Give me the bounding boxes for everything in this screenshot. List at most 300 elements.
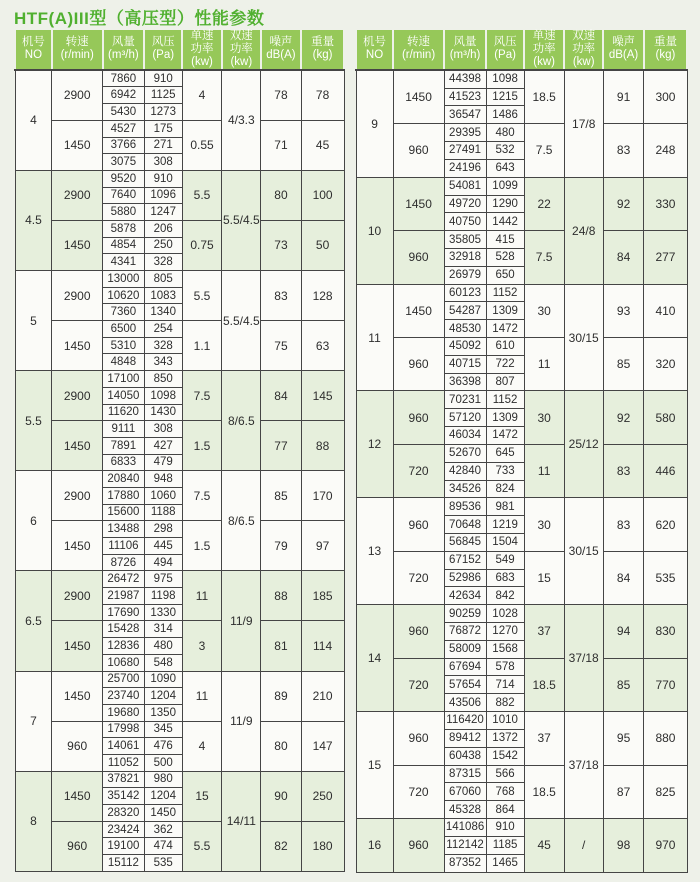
speed-cell: 960: [393, 818, 444, 872]
speed-cell: 2900: [52, 571, 103, 621]
weight-cell: 145: [301, 371, 344, 421]
air-volume-cell: 48530: [444, 320, 486, 338]
air-volume-cell: 29395: [444, 124, 486, 142]
speed-cell: 1450: [52, 120, 103, 170]
dual-power-cell: 30/15: [564, 284, 603, 391]
data-row: [15, 821, 344, 838]
air-pressure-cell: 650: [486, 266, 524, 284]
speed-cell: 2900: [52, 70, 103, 121]
col-header-no: 机号 NO: [356, 30, 393, 70]
air-volume-cell: 26472: [103, 571, 145, 588]
air-volume-cell: 40750: [444, 213, 486, 231]
data-row: [15, 421, 344, 438]
single-power-cell: 1.5: [182, 521, 222, 571]
noise-cell: 79: [261, 521, 301, 571]
data-row: [356, 551, 687, 569]
air-volume-cell: 40715: [444, 355, 486, 373]
air-pressure-cell: 566: [486, 765, 524, 783]
page-title: HTF(A)III型（高压型）性能参数: [14, 9, 265, 28]
col-header-single: 单速 功率 (kw): [182, 30, 222, 70]
noise-cell: 73: [261, 220, 301, 270]
speed-cell: 2900: [52, 170, 103, 220]
dual-power-cell: 4/3.3: [222, 70, 261, 171]
noise-cell: 85: [603, 658, 644, 711]
air-volume-cell: 49720: [444, 195, 486, 213]
air-pressure-cell: 981: [486, 498, 524, 516]
air-volume-cell: 25700: [103, 671, 145, 688]
air-volume-cell: 60438: [444, 747, 486, 765]
air-volume-cell: 52986: [444, 569, 486, 587]
dual-power-cell: 5.5/4.5: [222, 170, 261, 270]
air-pressure-cell: 500: [144, 754, 182, 771]
air-volume-cell: 36547: [444, 106, 486, 124]
air-pressure-cell: 1188: [144, 504, 182, 521]
air-pressure-cell: 733: [486, 462, 524, 480]
machine-no-cell: 5.5: [15, 371, 52, 471]
table-body: [356, 70, 687, 873]
weight-cell: 825: [644, 765, 687, 818]
air-pressure-cell: 254: [144, 321, 182, 338]
machine-no-cell: 8: [15, 771, 52, 871]
air-pressure-cell: 1465: [486, 854, 524, 872]
noise-cell: 71: [261, 120, 301, 170]
table-body: [15, 70, 344, 872]
data-row: [15, 70, 344, 87]
speed-cell: 960: [52, 721, 103, 771]
air-pressure-cell: 308: [144, 421, 182, 438]
data-row: [356, 712, 687, 730]
air-volume-cell: 12836: [103, 638, 145, 655]
air-volume-cell: 35805: [444, 231, 486, 249]
noise-cell: 75: [261, 321, 301, 371]
noise-cell: 84: [261, 371, 301, 421]
air-pressure-cell: 427: [144, 437, 182, 454]
weight-cell: 410: [644, 284, 687, 337]
dual-power-cell: 11/9: [222, 671, 261, 771]
air-volume-cell: 15112: [103, 855, 145, 872]
noise-cell: 82: [261, 821, 301, 871]
air-pressure-cell: 610: [486, 338, 524, 356]
air-pressure-cell: 1204: [144, 688, 182, 705]
single-power-cell: 18.5: [524, 658, 564, 711]
air-pressure-cell: 328: [144, 337, 182, 354]
data-row: [356, 391, 687, 409]
air-pressure-cell: 480: [486, 124, 524, 142]
noise-cell: 81: [261, 621, 301, 671]
data-row: [15, 521, 344, 538]
air-volume-cell: 43506: [444, 694, 486, 712]
air-pressure-cell: 683: [486, 569, 524, 587]
air-volume-cell: 10680: [103, 654, 145, 671]
data-row: [356, 284, 687, 302]
air-volume-cell: 4341: [103, 254, 145, 271]
single-power-cell: 45: [524, 818, 564, 872]
single-power-cell: 11: [182, 671, 222, 721]
dual-power-cell: 17/8: [564, 70, 603, 178]
air-pressure-cell: 474: [144, 838, 182, 855]
col-header-dual: 双速 功率 (kw): [564, 30, 603, 70]
noise-cell: 90: [261, 771, 301, 821]
dual-power-cell: 14/11: [222, 771, 261, 871]
air-volume-cell: 89536: [444, 498, 486, 516]
air-pressure-cell: 308: [144, 154, 182, 171]
air-pressure-cell: 1270: [486, 623, 524, 641]
air-pressure-cell: 343: [144, 354, 182, 371]
air-volume-cell: 7360: [103, 304, 145, 321]
air-volume-cell: 87352: [444, 854, 486, 872]
spec-table-left: [14, 30, 345, 872]
air-pressure-cell: 528: [486, 248, 524, 266]
air-pressure-cell: 549: [486, 551, 524, 569]
data-row: [356, 498, 687, 516]
air-volume-cell: 54081: [444, 177, 486, 195]
air-pressure-cell: 1430: [144, 404, 182, 421]
air-volume-cell: 28320: [103, 805, 145, 822]
air-pressure-cell: 532: [486, 142, 524, 160]
air-pressure-cell: 1340: [144, 304, 182, 321]
air-pressure-cell: 1309: [486, 409, 524, 427]
air-pressure-cell: 882: [486, 694, 524, 712]
weight-cell: 770: [644, 658, 687, 711]
speed-cell: 960: [393, 338, 444, 391]
air-pressure-cell: 714: [486, 676, 524, 694]
air-volume-cell: 37821: [103, 771, 145, 788]
single-power-cell: 30: [524, 498, 564, 551]
air-volume-cell: 7891: [103, 437, 145, 454]
single-power-cell: 37: [524, 712, 564, 765]
speed-cell: 1450: [393, 177, 444, 230]
air-pressure-cell: 1290: [486, 195, 524, 213]
air-volume-cell: 57654: [444, 676, 486, 694]
air-volume-cell: 42840: [444, 462, 486, 480]
air-volume-cell: 23424: [103, 821, 145, 838]
air-volume-cell: 45092: [444, 338, 486, 356]
air-volume-cell: 9111: [103, 421, 145, 438]
weight-cell: 250: [301, 771, 344, 821]
air-volume-cell: 57120: [444, 409, 486, 427]
weight-cell: 45: [301, 120, 344, 170]
col-header-volume: 风量 (m³/h): [444, 30, 486, 70]
col-header-volume: 风量 (m³/h): [103, 30, 145, 70]
weight-cell: 50: [301, 220, 344, 270]
air-pressure-cell: 1096: [144, 187, 182, 204]
noise-cell: 83: [603, 124, 644, 177]
data-row: [15, 571, 344, 588]
single-power-cell: 7.5: [524, 124, 564, 177]
single-power-cell: 15: [524, 551, 564, 604]
dual-power-cell: 8/6.5: [222, 371, 261, 471]
single-power-cell: 3: [182, 621, 222, 671]
air-volume-cell: 41523: [444, 88, 486, 106]
noise-cell: 80: [261, 170, 301, 220]
data-row: [15, 671, 344, 688]
single-power-cell: 18.5: [524, 765, 564, 818]
machine-no-cell: 9: [356, 70, 393, 178]
air-volume-cell: 26979: [444, 266, 486, 284]
air-pressure-cell: 1198: [144, 588, 182, 605]
air-pressure-cell: 345: [144, 721, 182, 738]
air-volume-cell: 60123: [444, 284, 486, 302]
air-pressure-cell: 1204: [144, 788, 182, 805]
speed-cell: 960: [393, 391, 444, 444]
air-pressure-cell: 1568: [486, 640, 524, 658]
noise-cell: 85: [603, 338, 644, 391]
air-pressure-cell: 948: [144, 471, 182, 488]
speed-cell: 720: [393, 444, 444, 497]
speed-cell: 720: [393, 658, 444, 711]
col-header-pressure: 风压 (Pa): [486, 30, 524, 70]
noise-cell: 84: [603, 231, 644, 284]
machine-no-cell: 7: [15, 671, 52, 771]
machine-no-cell: 11: [356, 284, 393, 391]
air-pressure-cell: 807: [486, 373, 524, 391]
air-volume-cell: 112142: [444, 836, 486, 854]
air-volume-cell: 4527: [103, 120, 145, 137]
air-pressure-cell: 271: [144, 137, 182, 154]
air-pressure-cell: 494: [144, 554, 182, 571]
air-pressure-cell: 1185: [486, 836, 524, 854]
dual-power-cell: 30/15: [564, 498, 603, 605]
weight-cell: 620: [644, 498, 687, 551]
air-pressure-cell: 1450: [144, 805, 182, 822]
air-volume-cell: 15428: [103, 621, 145, 638]
air-volume-cell: 14061: [103, 738, 145, 755]
weight-cell: 446: [644, 444, 687, 497]
single-power-cell: 0.75: [182, 220, 222, 270]
air-pressure-cell: 1309: [486, 302, 524, 320]
dual-power-cell: 24/8: [564, 177, 603, 284]
dual-power-cell: 37/18: [564, 712, 603, 819]
single-power-cell: 11: [524, 338, 564, 391]
speed-cell: 1450: [393, 284, 444, 337]
machine-no-cell: 4.5: [15, 170, 52, 270]
data-row: [356, 177, 687, 195]
weight-cell: 580: [644, 391, 687, 444]
speed-cell: 720: [393, 765, 444, 818]
air-pressure-cell: 328: [144, 254, 182, 271]
single-power-cell: 30: [524, 284, 564, 337]
air-volume-cell: 3766: [103, 137, 145, 154]
single-power-cell: 1.5: [182, 421, 222, 471]
air-volume-cell: 17690: [103, 604, 145, 621]
air-volume-cell: 24196: [444, 159, 486, 177]
noise-cell: 80: [261, 721, 301, 771]
air-pressure-cell: 980: [144, 771, 182, 788]
speed-cell: 960: [393, 498, 444, 551]
air-volume-cell: 15600: [103, 504, 145, 521]
air-pressure-cell: 314: [144, 621, 182, 638]
air-volume-cell: 76872: [444, 623, 486, 641]
air-volume-cell: 54287: [444, 302, 486, 320]
data-row: [15, 220, 344, 237]
col-header-noise: 噪声 dB(A): [261, 30, 301, 70]
air-volume-cell: 17880: [103, 487, 145, 504]
air-volume-cell: 70648: [444, 516, 486, 534]
air-volume-cell: 17998: [103, 721, 145, 738]
air-pressure-cell: 476: [144, 738, 182, 755]
air-volume-cell: 21987: [103, 588, 145, 605]
air-volume-cell: 67694: [444, 658, 486, 676]
air-pressure-cell: 910: [144, 70, 182, 87]
air-pressure-cell: 910: [486, 818, 524, 836]
single-power-cell: 5.5: [182, 821, 222, 871]
noise-cell: 85: [261, 471, 301, 521]
single-power-cell: 22: [524, 177, 564, 230]
machine-no-cell: 4: [15, 70, 52, 171]
weight-cell: 830: [644, 605, 687, 658]
air-pressure-cell: 722: [486, 355, 524, 373]
air-volume-cell: 20840: [103, 471, 145, 488]
machine-no-cell: 15: [356, 712, 393, 819]
machine-no-cell: 5: [15, 271, 52, 371]
noise-cell: 83: [261, 271, 301, 321]
air-volume-cell: 45328: [444, 801, 486, 819]
air-volume-cell: 141086: [444, 818, 486, 836]
air-pressure-cell: 415: [486, 231, 524, 249]
weight-cell: 248: [644, 124, 687, 177]
noise-cell: 83: [603, 444, 644, 497]
air-volume-cell: 87315: [444, 765, 486, 783]
air-pressure-cell: 1442: [486, 213, 524, 231]
air-pressure-cell: 298: [144, 521, 182, 538]
weight-cell: 210: [301, 671, 344, 721]
col-header-speed: 转速 (r/min): [393, 30, 444, 70]
air-volume-cell: 52670: [444, 444, 486, 462]
air-volume-cell: 67152: [444, 551, 486, 569]
air-pressure-cell: 1028: [486, 605, 524, 623]
air-volume-cell: 11106: [103, 538, 145, 555]
noise-cell: 95: [603, 712, 644, 765]
air-volume-cell: 11052: [103, 754, 145, 771]
data-row: [15, 471, 344, 488]
machine-no-cell: 13: [356, 498, 393, 605]
data-row: [356, 338, 687, 356]
air-volume-cell: 11620: [103, 404, 145, 421]
machine-no-cell: 10: [356, 177, 393, 284]
air-volume-cell: 56845: [444, 533, 486, 551]
speed-cell: 960: [52, 821, 103, 871]
col-header-noise: 噪声 dB(A): [603, 30, 644, 70]
air-volume-cell: 14050: [103, 387, 145, 404]
air-volume-cell: 67060: [444, 783, 486, 801]
data-row: [15, 371, 344, 388]
air-pressure-cell: 480: [144, 638, 182, 655]
air-pressure-cell: 1542: [486, 747, 524, 765]
weight-cell: 535: [644, 551, 687, 604]
air-volume-cell: 10620: [103, 287, 145, 304]
air-volume-cell: 35142: [103, 788, 145, 805]
air-volume-cell: 9520: [103, 170, 145, 187]
air-volume-cell: 46034: [444, 427, 486, 445]
air-pressure-cell: 1330: [144, 604, 182, 621]
speed-cell: 960: [393, 605, 444, 658]
single-power-cell: 0.55: [182, 120, 222, 170]
air-volume-cell: 116420: [444, 712, 486, 730]
air-pressure-cell: 175: [144, 120, 182, 137]
air-pressure-cell: 1125: [144, 87, 182, 104]
weight-cell: 300: [644, 70, 687, 124]
air-volume-cell: 5880: [103, 204, 145, 221]
air-volume-cell: 23740: [103, 688, 145, 705]
data-row: [356, 658, 687, 676]
noise-cell: 92: [603, 177, 644, 230]
single-power-cell: 7.5: [182, 371, 222, 421]
single-power-cell: 5.5: [182, 271, 222, 321]
air-pressure-cell: 975: [144, 571, 182, 588]
air-pressure-cell: 1098: [144, 387, 182, 404]
single-power-cell: 1.1: [182, 321, 222, 371]
air-volume-cell: 19680: [103, 704, 145, 721]
weight-cell: 100: [301, 170, 344, 220]
air-pressure-cell: 1273: [144, 104, 182, 121]
air-pressure-cell: 362: [144, 821, 182, 838]
noise-cell: 87: [603, 765, 644, 818]
air-volume-cell: 8726: [103, 554, 145, 571]
air-volume-cell: 32918: [444, 248, 486, 266]
col-header-dual: 双速 功率 (kw): [222, 30, 261, 70]
col-header-speed: 转速 (r/min): [52, 30, 103, 70]
noise-cell: 92: [603, 391, 644, 444]
air-volume-cell: 58009: [444, 640, 486, 658]
col-header-weight: 重量 (kg): [644, 30, 687, 70]
speed-cell: 2900: [52, 371, 103, 421]
speed-cell: 1450: [52, 621, 103, 671]
weight-cell: 128: [301, 271, 344, 321]
speed-cell: 1450: [52, 321, 103, 371]
air-pressure-cell: 805: [144, 271, 182, 288]
air-pressure-cell: 1219: [486, 516, 524, 534]
noise-cell: 94: [603, 605, 644, 658]
air-pressure-cell: 1098: [486, 70, 524, 89]
single-power-cell: 5.5: [182, 170, 222, 220]
machine-no-cell: 6.5: [15, 571, 52, 671]
weight-cell: 97: [301, 521, 344, 571]
air-pressure-cell: 1060: [144, 487, 182, 504]
single-power-cell: 11: [524, 444, 564, 497]
single-power-cell: 7.5: [524, 231, 564, 284]
air-pressure-cell: 206: [144, 220, 182, 237]
air-volume-cell: 70231: [444, 391, 486, 409]
air-pressure-cell: 768: [486, 783, 524, 801]
col-header-no: 机号 NO: [15, 30, 52, 70]
data-row: [15, 170, 344, 187]
air-pressure-cell: 548: [144, 654, 182, 671]
single-power-cell: 37: [524, 605, 564, 658]
air-volume-cell: 4854: [103, 237, 145, 254]
air-volume-cell: 19100: [103, 838, 145, 855]
data-row: [356, 124, 687, 142]
noise-cell: 91: [603, 70, 644, 124]
air-volume-cell: 7860: [103, 70, 145, 87]
speed-cell: 1450: [52, 521, 103, 571]
speed-cell: 2900: [52, 471, 103, 521]
data-row: [356, 818, 687, 836]
air-pressure-cell: 850: [144, 371, 182, 388]
single-power-cell: 30: [524, 391, 564, 444]
noise-cell: 98: [603, 818, 644, 872]
air-pressure-cell: 1010: [486, 712, 524, 730]
dual-power-cell: /: [564, 818, 603, 872]
air-volume-cell: 27491: [444, 142, 486, 160]
air-pressure-cell: 1099: [486, 177, 524, 195]
weight-cell: 63: [301, 321, 344, 371]
air-volume-cell: 34526: [444, 480, 486, 498]
air-pressure-cell: 824: [486, 480, 524, 498]
air-pressure-cell: 1152: [486, 284, 524, 302]
single-power-cell: 4: [182, 70, 222, 121]
air-volume-cell: 3075: [103, 154, 145, 171]
noise-cell: 83: [603, 498, 644, 551]
